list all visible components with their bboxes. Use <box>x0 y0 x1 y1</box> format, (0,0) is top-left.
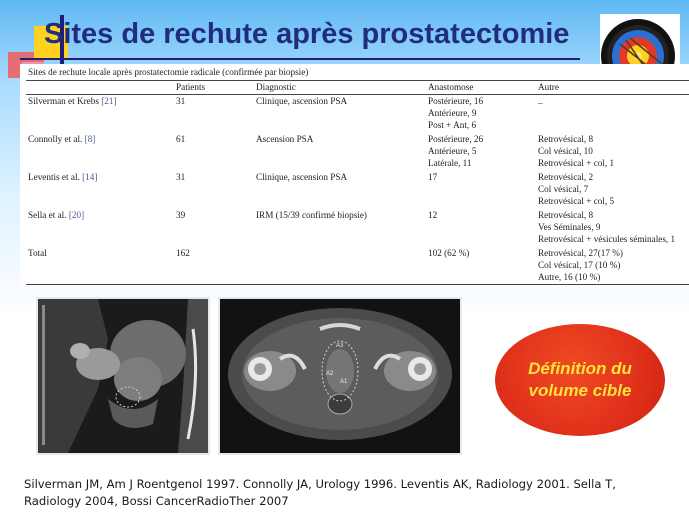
references-text: Silverman JM, Am J Roentgenol 1997. Connolly JA, Urology 1996. Leventis AK, Radiology 2001. Sella T, Radiology 2004, Bossi CancerRadioTher 2007 <box>24 477 616 508</box>
anastomose-cell: Latérale, 11 <box>428 158 472 168</box>
anastomose-cell: Antérieure, 9 <box>428 108 477 118</box>
header-autre: Autre <box>538 82 559 92</box>
sagittal-ct-scan <box>36 297 210 455</box>
table-bottom-rule <box>26 284 689 285</box>
table-row <box>28 134 95 146</box>
table-row <box>28 96 117 108</box>
axial-label-a1: A1 <box>340 379 348 385</box>
slide-title: Sites de rechute après prostatectomie <box>44 18 570 50</box>
table-caption: Sites de rechute locale après prostatectomie radicale (confirmée par biopsie) <box>28 67 309 77</box>
autre-cell: Retrovésical, 8 <box>538 210 594 220</box>
diagnostic-cell: Clinique, ascension PSA <box>256 172 348 182</box>
anastomose-cell: Post + Ant, 6 <box>428 120 477 130</box>
study-name: Leventis et al. <box>28 172 80 182</box>
autre-cell: Retrovésical, 27(17 %) <box>538 248 623 258</box>
diagnostic-cell: Ascension PSA <box>256 134 314 144</box>
total-label: Total <box>28 248 47 258</box>
axial-label-a3: A3 <box>336 343 344 349</box>
header-anastomose: Anastomose <box>428 82 474 92</box>
anastomose-cell: 12 <box>428 210 438 220</box>
target-volume-badge <box>495 324 665 436</box>
table-top-rule <box>26 80 689 81</box>
anastomose-cell: Antérieure, 5 <box>428 146 477 156</box>
autre-cell: Retrovésical, 8 <box>538 134 594 144</box>
decor-horizontal-line <box>20 58 580 60</box>
autre-cell: Retrovésical + vésicules séminales, 1 <box>538 234 676 244</box>
study-reference[interactable]: [21] <box>101 96 117 106</box>
badge-line-1: Définition du <box>528 359 632 378</box>
patients-cell: 31 <box>176 172 186 182</box>
table-row <box>28 172 97 184</box>
study-reference[interactable]: [8] <box>84 134 96 144</box>
table-row <box>28 210 84 222</box>
badge-line-2: volume cible <box>528 381 632 400</box>
diagnostic-cell: IRM (15/39 confirmé biopsie) <box>256 210 367 220</box>
patients-cell: 39 <box>176 210 186 220</box>
autre-cell: – <box>538 98 543 108</box>
anastomose-cell: 102 (62 %) <box>428 248 470 258</box>
autre-cell: Autre, 16 (10 %) <box>538 272 601 282</box>
anastomose-cell: Postérieure, 26 <box>428 134 484 144</box>
autre-cell: Retrovésical + col, 5 <box>538 196 615 206</box>
anastomose-cell: Postérieure, 16 <box>428 96 484 106</box>
autre-cell: Col vésical, 17 (10 %) <box>538 260 621 270</box>
patients-cell: 61 <box>176 134 186 144</box>
study-name: Silverman et Krebs <box>28 96 99 106</box>
study-reference[interactable]: [20] <box>68 210 85 220</box>
patients-cell: 31 <box>176 96 186 106</box>
study-reference[interactable]: [14] <box>82 172 98 182</box>
autre-cell: Col vésical, 10 <box>538 146 593 156</box>
autre-cell: Col vésical, 7 <box>538 184 589 194</box>
table-header-rule <box>26 94 689 95</box>
autre-cell: Retrovésical + col, 1 <box>538 158 615 168</box>
axial-ct-scan <box>218 297 462 455</box>
axial-label-a2: A2 <box>326 371 334 377</box>
study-name: Connolly et al. <box>28 134 83 144</box>
anastomose-cell: 17 <box>428 172 438 182</box>
header-patients: Patients <box>176 82 206 92</box>
study-name: Sella et al. <box>28 210 67 220</box>
patients-cell: 162 <box>176 248 190 258</box>
autre-cell: Retrovésical, 2 <box>538 172 594 182</box>
diagnostic-cell: Clinique, ascension PSA <box>256 96 348 106</box>
relapse-sites-table <box>20 64 689 286</box>
autre-cell: Ves Séminales, 9 <box>538 222 601 232</box>
header-diagnostic: Diagnostic <box>256 82 296 92</box>
